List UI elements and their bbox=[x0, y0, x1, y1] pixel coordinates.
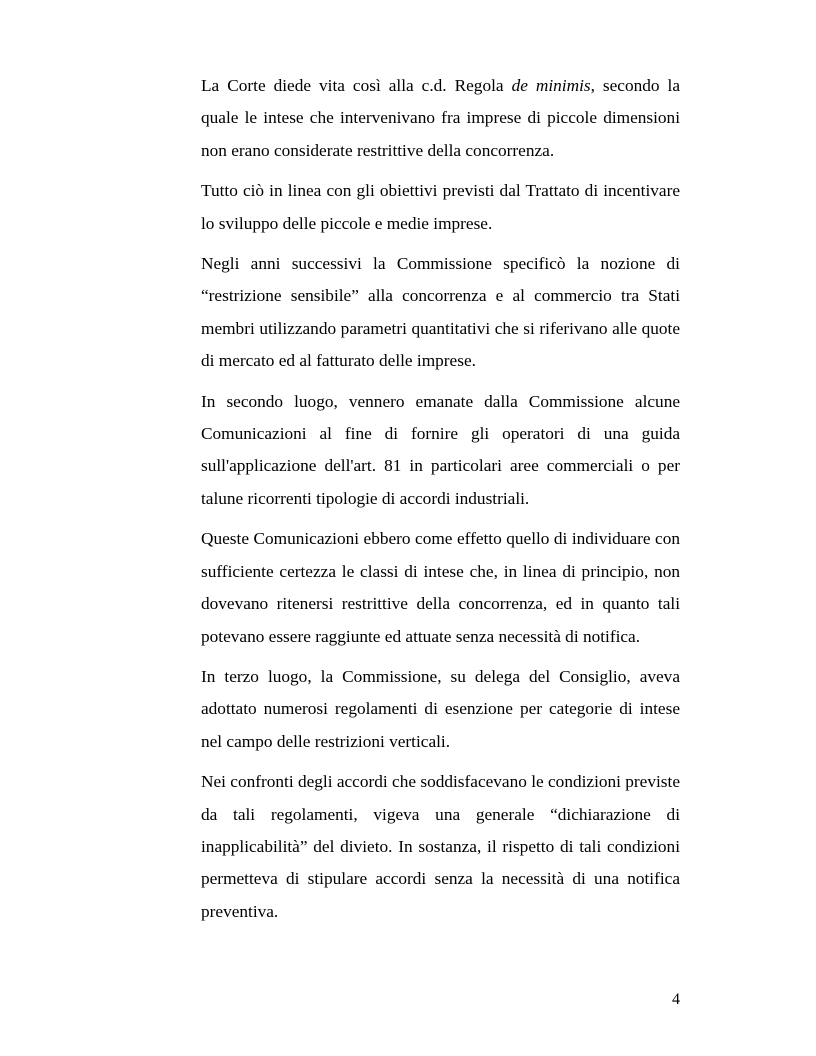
paragraph-objectives: Tutto ciò in linea con gli obiettivi previsti dal Trattato di incentivare lo sviluppo delle piccole e medie imprese. bbox=[201, 181, 680, 233]
paragraph-regolamenti: In terzo luogo, la Commissione, su delega del Consiglio, aveva adottato numerosi regolamenti di esenzione per categorie di intese nel campo delle restrizioni verticali. bbox=[201, 666, 680, 751]
paragraph-text-before: La Corte diede vita così alla c.d. Regola bbox=[201, 76, 512, 95]
body-text bbox=[201, 70, 680, 928]
paragraph-de-minimis bbox=[201, 70, 680, 167]
page-number: 4 bbox=[672, 991, 680, 1008]
paragraph-comunicazioni: In secondo luogo, vennero emanate dalla Commissione alcune Comunicazioni al fine di fornire gli operatori di una guida sull'applicazione dell'art. 81 in particolari aree commerciali o per talune ricorrenti tipologie di accordi industriali. bbox=[201, 391, 680, 508]
paragraph-effetto: Queste Comunicazioni ebbero come effetto quello di individuare con sufficiente certezza le classi di intese che, in linea di principio, non dovevano ritenersi restrittive della concorrenza, ed in quanto tali potevano essere raggiunte ed attuate senza necessità di notifica. bbox=[201, 529, 680, 646]
emphasis-de-minimis: de minimis bbox=[511, 76, 591, 95]
paragraph-restrizione-sensibile: Negli anni successivi la Commissione specificò la nozione di “restrizione sensibile” alla concorrenza e al commercio tra Stati membri utilizzando parametri quantitativi che si riferivano alle quote di mercato ed al fatturato delle imprese. bbox=[201, 254, 680, 371]
paragraph-text-after: , secondo la quale le intese che intervenivano fra imprese di piccole dimensioni non erano considerate restrittive della concorrenza. bbox=[201, 76, 680, 160]
paragraph-dichiarazione: Nei confronti degli accordi che soddisfacevano le condizioni previste da tali regolamenti, vigeva una generale “dichiarazione di inapplicabilità” del divieto. In sostanza, il rispetto di tali condizioni permetteva di stipulare accordi senza la necessità di una notifica preventiva. bbox=[201, 772, 680, 921]
